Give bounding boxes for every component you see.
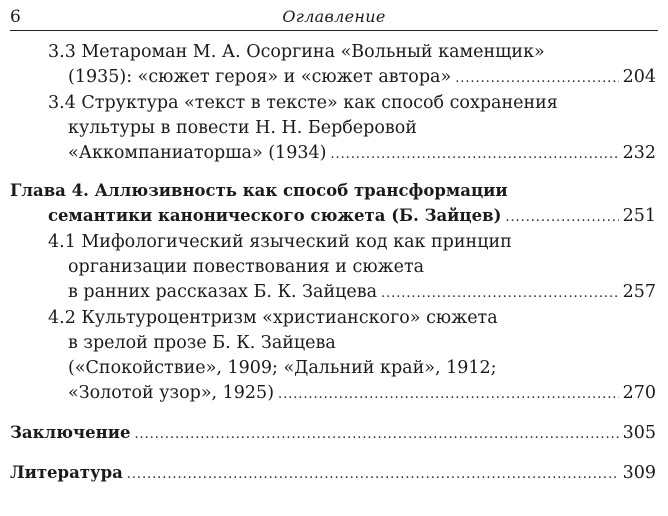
toc-entry-line: («Спокойствие», 1909; «Дальний край», 1912; <box>68 358 497 378</box>
toc-entry-text: «Золотой узор», 1925) <box>68 383 275 403</box>
table-of-contents <box>10 40 656 487</box>
toc-entry-literature[interactable] <box>10 460 656 487</box>
toc-entry-text: Литература <box>10 463 123 482</box>
toc-entry-text: в ранних рассказах Б. К. Зайцева <box>68 282 378 302</box>
toc-entry-line: 3.4 Структура «текст в тексте» как способ сохранения <box>48 93 558 113</box>
toc-entry-last-line <box>10 460 656 487</box>
running-head <box>10 6 658 31</box>
toc-entry-conclusion[interactable] <box>10 420 656 447</box>
running-title: Оглавление <box>282 7 386 26</box>
toc-entry-4-2[interactable] <box>10 306 656 407</box>
toc-entry-last-line <box>48 381 656 407</box>
toc-entry-line: 4.2 Культуроцентризм «христианского» сюжета <box>48 308 498 328</box>
toc-entry-chapter-4[interactable] <box>10 178 656 230</box>
spacer <box>10 407 656 420</box>
toc-page-number: 305 <box>622 423 656 443</box>
dot-leader <box>381 280 619 306</box>
toc-entry-line: в зрелой прозе Б. К. Зайцева <box>68 333 336 353</box>
toc-entry-text: (1935): «сюжет героя» и «сюжет автора» <box>68 67 452 87</box>
toc-entry-last-line <box>48 141 656 167</box>
toc-entry-line: 4.1 Мифологический языческий код как принцип <box>48 232 512 252</box>
dot-leader <box>330 141 618 167</box>
toc-entry-text: Заключение <box>10 423 131 442</box>
spacer <box>10 447 656 460</box>
toc-entry-text: «Аккомпаниаторша» (1934) <box>68 143 327 163</box>
toc-page-number: 257 <box>622 282 656 302</box>
spacer <box>10 167 656 178</box>
toc-page-number: 251 <box>622 206 656 226</box>
toc-entry-line: 3.3 Метароман М. А. Осоргина «Вольный каменщик» <box>48 42 545 62</box>
toc-page-number: 309 <box>622 463 656 483</box>
toc-entry-last-line <box>48 65 656 91</box>
toc-entry-last-line <box>10 420 656 447</box>
toc-entry-text: семантики канонического сюжета (Б. Зайцев) <box>48 206 502 225</box>
toc-entry-last-line <box>48 280 656 306</box>
toc-entry-3-3[interactable] <box>10 40 656 91</box>
toc-entry-4-1[interactable] <box>10 230 656 306</box>
page-number: 6 <box>10 7 21 27</box>
dot-leader <box>127 460 619 487</box>
dot-leader <box>134 420 618 447</box>
toc-page-number: 270 <box>622 383 656 403</box>
toc-page-number: 232 <box>622 143 656 163</box>
toc-entry-line: организации повествования и сюжета <box>68 257 425 277</box>
toc-entry-line: культуры в повести Н. Н. Берберовой <box>68 118 417 138</box>
toc-entry-line: Глава 4. Аллюзивность как способ трансформации <box>10 181 508 200</box>
toc-entry-last-line <box>10 203 656 230</box>
toc-entry-3-4[interactable] <box>10 91 656 167</box>
toc-page-number: 204 <box>622 67 656 87</box>
dot-leader <box>505 203 618 230</box>
dot-leader <box>278 381 619 407</box>
dot-leader <box>455 65 618 91</box>
